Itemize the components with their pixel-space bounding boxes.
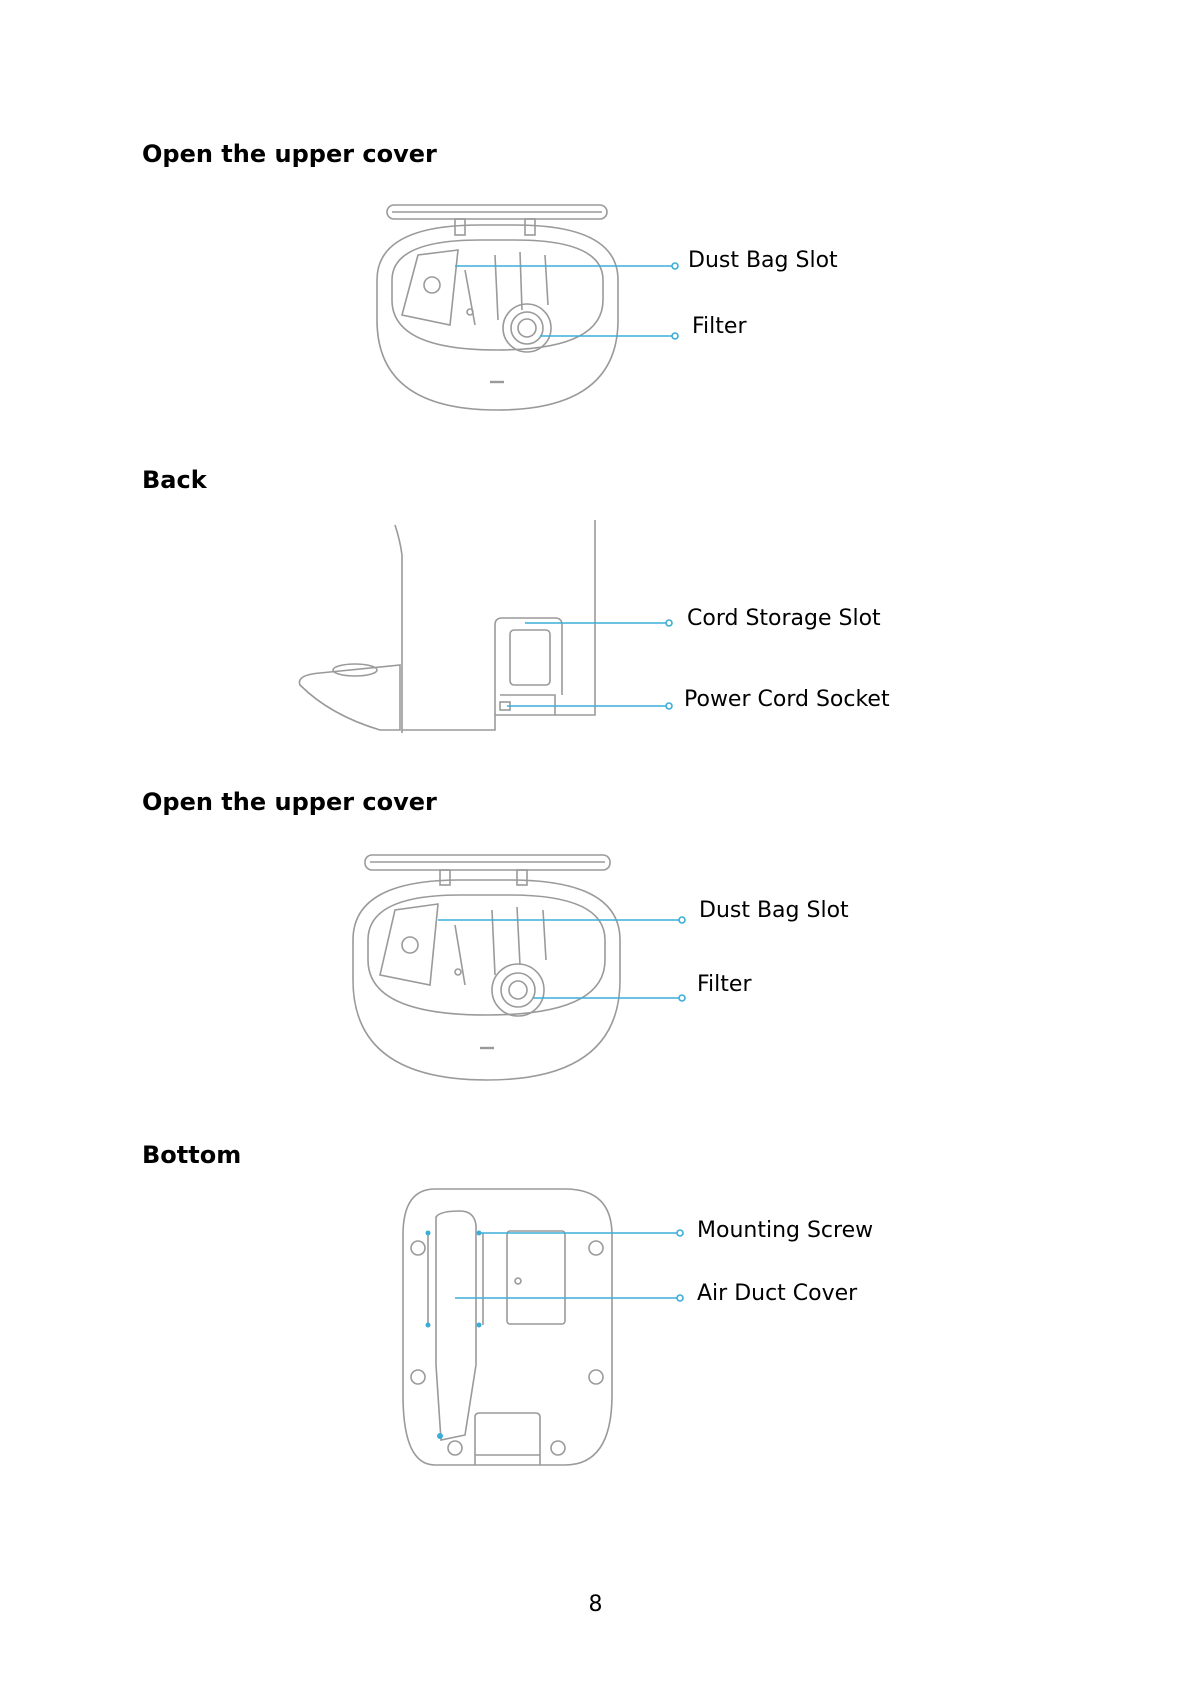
label-filter: Filter (692, 314, 747, 339)
label-power-cord-socket: Power Cord Socket (684, 687, 890, 712)
dock-back-illustration (0, 515, 1191, 740)
cord-storage-slot (495, 618, 562, 715)
dock-ramp (299, 665, 400, 730)
figure-bottom (0, 1185, 1191, 1470)
figure-open-cover-1 (0, 200, 1191, 420)
dock-open-cover-illustration-2 (0, 850, 1191, 1090)
label-dust-bag-slot-2: Dust Bag Slot (699, 898, 849, 923)
section-heading-back: Back (142, 466, 207, 494)
section-heading-open-cover-1: Open the upper cover (142, 140, 437, 168)
dock-bottom-outline (403, 1189, 612, 1465)
label-mounting-screw: Mounting Screw (697, 1218, 874, 1243)
label-cord-storage-slot: Cord Storage Slot (687, 606, 881, 631)
dust-bag-plate (402, 250, 458, 325)
screw-hole-icon (411, 1241, 425, 1255)
dock-body-outline-2 (353, 880, 620, 1080)
label-air-duct-cover: Air Duct Cover (697, 1281, 858, 1306)
base-plate (507, 1231, 565, 1324)
dock-open-cover-illustration (0, 200, 1191, 420)
filter-illustration-2 (492, 964, 544, 1016)
label-dust-bag-slot: Dust Bag Slot (688, 248, 838, 273)
figure-back (0, 515, 1191, 740)
figure-open-cover-2 (0, 850, 1191, 1090)
page-number: 8 (588, 1592, 603, 1617)
label-filter-2: Filter (697, 972, 752, 997)
section-heading-bottom: Bottom (142, 1141, 242, 1169)
section-heading-open-cover-2: Open the upper cover (142, 788, 437, 816)
air-duct-cover (436, 1211, 476, 1440)
dust-bag-plate-2 (380, 904, 438, 985)
dock-bottom-illustration (0, 1185, 1191, 1470)
